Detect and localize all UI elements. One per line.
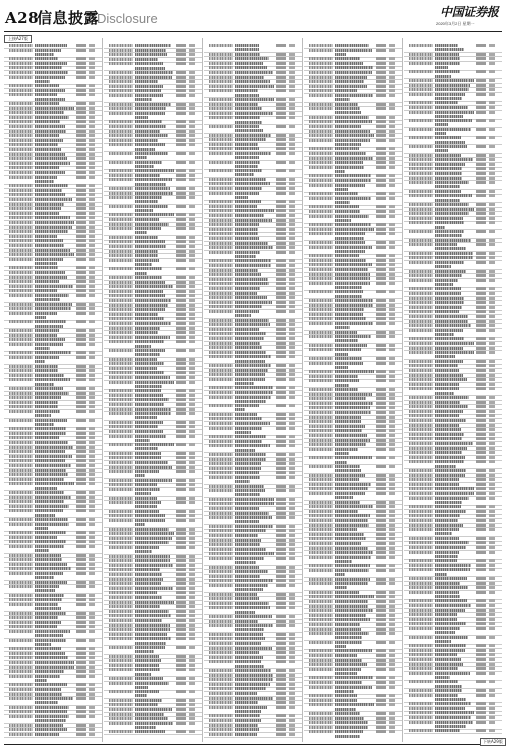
column-divider: [302, 38, 303, 742]
listing-column: [304, 43, 402, 738]
listing-column: [204, 43, 302, 738]
column-divider: [102, 38, 103, 742]
listing-column: [4, 43, 102, 738]
dateline: 2020年3月2日 星期一: [436, 21, 475, 26]
column-divider: [202, 38, 203, 742]
column-divider: [402, 38, 403, 742]
newspaper-logo: 中国证券报: [440, 5, 499, 19]
footer-rule: [4, 744, 502, 745]
continued-from-tag: 上接A27版: [4, 35, 32, 43]
continued-to-tag: 下转A29版: [480, 738, 506, 746]
listing-column: [404, 43, 502, 738]
masthead-rule: [4, 31, 502, 32]
page-number: A28: [5, 9, 40, 27]
section-title: 信息披露: [37, 9, 100, 27]
listing-column: [104, 43, 202, 738]
section-title-en: Disclosure: [97, 11, 158, 26]
masthead: [0, 0, 506, 34]
